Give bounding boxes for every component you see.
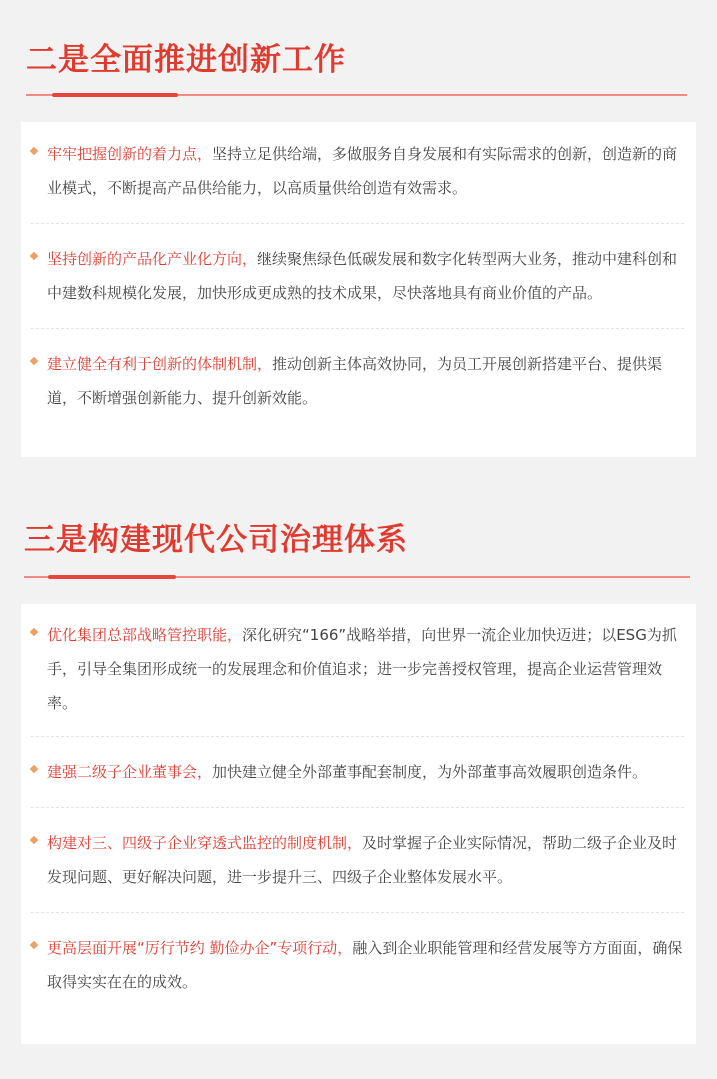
list-item xyxy=(31,913,684,1011)
title-underline-accent xyxy=(48,575,176,579)
item-text: 坚持立足供给端，多做服务自身发展和有实际需求的创新，创造新的商业模式，不断提高产品供给能力，以高质量供给创造有效需求。 xyxy=(47,145,678,197)
diamond-bullet-icon xyxy=(30,147,38,155)
item-text: 加快建立健全外部董事配套制度，为外部董事高效履职创造条件。 xyxy=(212,763,648,781)
item-lead: 坚持创新的产品化产业化方向， xyxy=(47,250,258,268)
item-lead: 牢牢把握创新的着力点， xyxy=(47,145,213,163)
diamond-bullet-icon xyxy=(30,357,38,365)
diamond-bullet-icon xyxy=(30,628,38,636)
item-text: 继续聚焦绿色低碳发展和数字化转型两大业务，推动中建科创和中建数科规模化发展，加快形成更成熟的技术成果，尽快落地具有商业价值的产品。 xyxy=(47,250,678,302)
diamond-bullet-icon xyxy=(30,252,38,260)
section-header-innovation xyxy=(0,0,717,110)
section-header-governance xyxy=(0,500,717,600)
diamond-bullet-icon xyxy=(30,765,38,773)
item-lead: 建立健全有利于创新的体制机制， xyxy=(47,355,273,373)
diamond-bullet-icon xyxy=(30,836,38,844)
item-text: 深化研究“166”战略举措，向世界一流企业加快迈进；以ESG为抓手，引导全集团形成统一的发展理念和价值追求；进一步完善授权管理，提高企业运营管理效率。 xyxy=(47,626,677,712)
item-lead: 构建对三、四级子企业穿透式监控的制度机制， xyxy=(47,834,363,852)
list-item xyxy=(31,122,684,224)
diamond-bullet-icon xyxy=(30,941,38,949)
item-text: 融入到企业职能管理和经营发展等方方面面，确保取得实实在在的成效。 xyxy=(47,939,683,991)
item-text: 及时掌握子企业实际情况，帮助二级子企业及时发现问题、更好解决问题，进一步提升三、四级子企业整体发展水平。 xyxy=(47,834,678,886)
item-text: 推动创新主体高效协同，为员工开展创新搭建平台、提供渠道，不断增强创新能力、提升创新效能。 xyxy=(47,355,663,407)
item-lead: 建强二级子企业董事会， xyxy=(47,763,213,781)
title-underline-accent xyxy=(52,93,178,97)
list-item xyxy=(31,604,684,737)
item-lead: 更高层面开展“厉行节约 勤俭办企”专项行动， xyxy=(47,939,353,957)
list-item xyxy=(31,329,684,427)
list-item xyxy=(31,737,684,808)
section-title: 三是构建现代公司治理体系 xyxy=(24,522,408,558)
content-card-innovation xyxy=(21,122,696,457)
list-item xyxy=(31,808,684,913)
list-item xyxy=(31,224,684,329)
content-card-governance xyxy=(21,604,696,1044)
section-title: 二是全面推进创新工作 xyxy=(26,42,346,78)
item-lead: 优化集团总部战略管控职能， xyxy=(47,626,243,644)
